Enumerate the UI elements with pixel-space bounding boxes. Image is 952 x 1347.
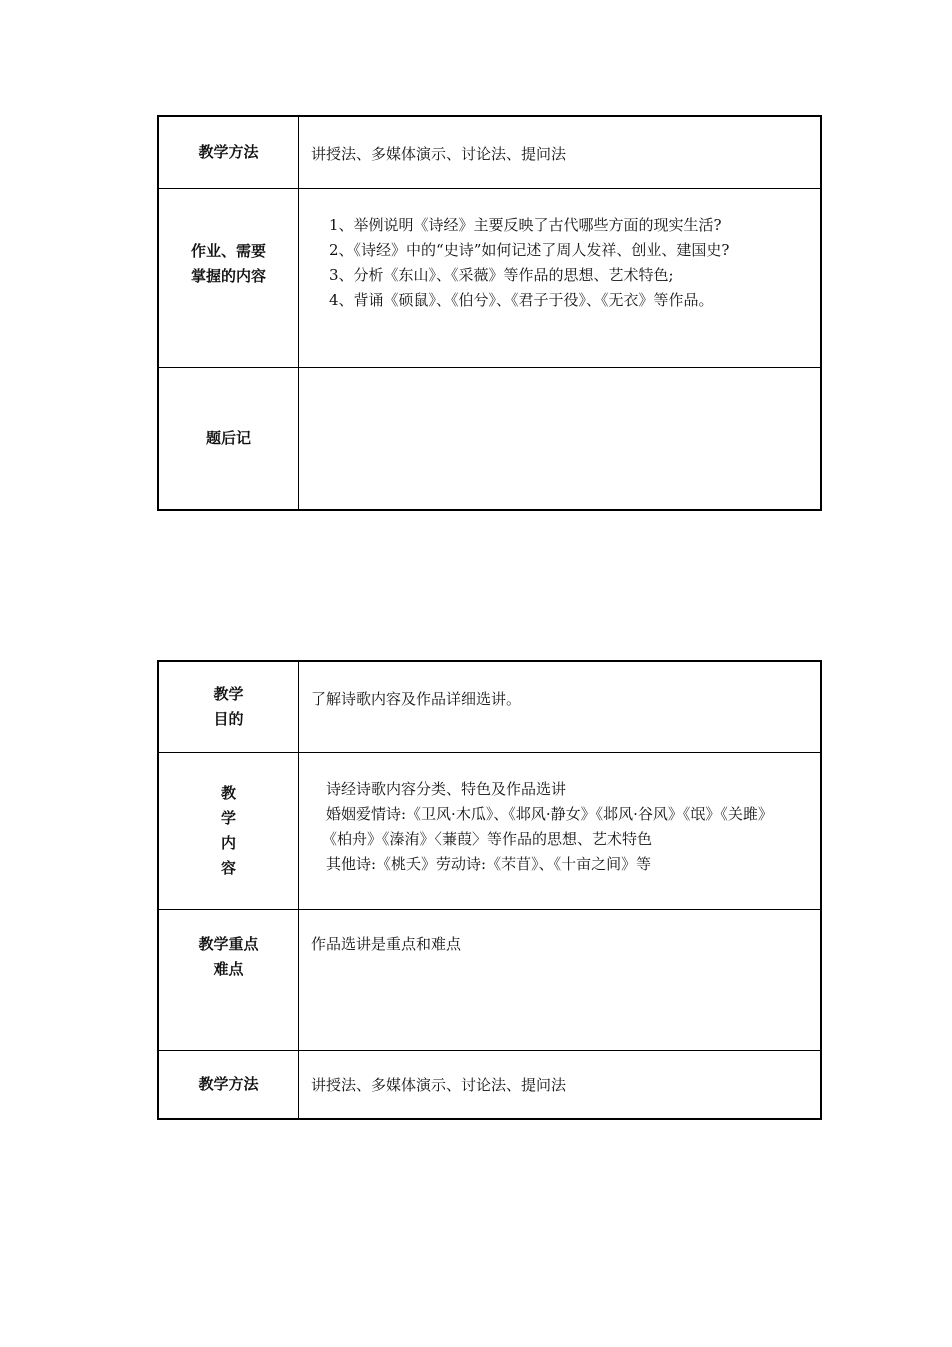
goal-label-line: 教学 (213, 685, 244, 703)
lesson-table-2 (157, 660, 822, 1120)
goal-label-cell (159, 662, 299, 752)
method2-label-cell (159, 1051, 299, 1118)
postscript-label: 题后记 (205, 429, 251, 447)
method2-content-cell (299, 1051, 820, 1118)
method2-label: 教学方法 (198, 1075, 259, 1093)
content-content-cell (299, 753, 820, 909)
goal-label-line: 目的 (213, 710, 244, 728)
homework-item: 2、《诗经》中的“史诗”如何记述了周人发祥、创业、建国史? (329, 241, 730, 259)
goal-row (159, 662, 820, 753)
keypoints-label-line: 教学重点 (198, 935, 259, 953)
content-label-char: 容 (220, 859, 236, 877)
goal-text: 了解诗歌内容及作品详细选讲。 (311, 690, 522, 708)
postscript-row (159, 368, 820, 509)
content-line: 诗经诗歌内容分类、特色及作品选讲 (326, 780, 567, 798)
content-line: 婚姻爱情诗:《卫风·木瓜》、《邶风·静女》《邶风·谷风》《氓》《关雎》 (326, 805, 773, 823)
keypoints-label-line: 难点 (213, 960, 244, 978)
lesson-table-1 (157, 115, 822, 511)
method2-row (159, 1051, 820, 1118)
method-row (159, 117, 820, 189)
homework-row (159, 189, 820, 368)
content-label-char: 内 (220, 834, 236, 852)
method-label: 教学方法 (198, 143, 259, 161)
keypoints-row (159, 910, 820, 1051)
content-label-char: 学 (220, 809, 236, 827)
method-label-cell (159, 117, 299, 188)
content-label-char: 教 (220, 784, 236, 802)
postscript-label-cell (159, 368, 299, 509)
homework-label-cell (159, 189, 299, 367)
homework-item: 3、分析《东山》、《采薇》等作品的思想、艺术特色; (329, 266, 674, 284)
homework-item: 1、举例说明《诗经》主要反映了古代哪些方面的现实生活? (329, 216, 722, 234)
content-line: 《柏舟》《溱洧》〈蒹葭〉等作品的思想、艺术特色 (322, 830, 653, 848)
goal-content-cell (299, 662, 820, 752)
homework-label-line: 作业、需要 (190, 242, 266, 260)
homework-item: 4、背诵《硕鼠》、《伯兮》、《君子于役》、《无衣》等作品。 (329, 291, 714, 309)
content-row (159, 753, 820, 910)
method2-text: 讲授法、多媒体演示、讨论法、提问法 (311, 1076, 567, 1094)
content-label-cell (159, 753, 299, 909)
method-text: 讲授法、多媒体演示、讨论法、提问法 (311, 145, 567, 163)
homework-label-line: 掌握的内容 (190, 267, 266, 285)
postscript-content-cell (299, 368, 820, 509)
method-content-cell (299, 117, 820, 188)
keypoints-content-cell (299, 910, 820, 1050)
homework-content-cell (299, 189, 820, 367)
keypoints-text: 作品选讲是重点和难点 (311, 935, 462, 953)
keypoints-label-cell (159, 910, 299, 1050)
content-line: 其他诗:《桃夭》劳动诗:《芣苜》、《十亩之间》等 (326, 855, 652, 873)
